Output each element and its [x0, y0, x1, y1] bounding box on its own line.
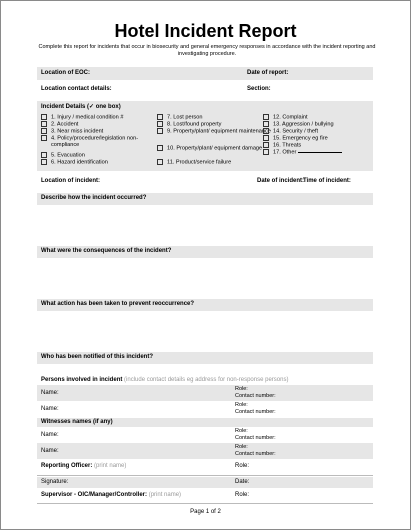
- action-answer-area[interactable]: [37, 311, 373, 352]
- supervisor-hint: (print name): [148, 492, 182, 498]
- intro-text: Complete this report for incidents that occur in biosecurity and general emergency responses in accordance with the incident reporting and investigating procedure.: [38, 44, 376, 57]
- role-label: Role:: [235, 444, 248, 450]
- persons-label: Persons involved in incident (include contact details eg address for non-response persons): [41, 377, 289, 383]
- witness-entry-2[interactable]: [37, 443, 373, 459]
- checkbox-icon[interactable]: [157, 145, 163, 151]
- role-label: Role:: [235, 492, 250, 498]
- role-label: Role:: [235, 402, 248, 408]
- checkbox-item[interactable]: 4. Policy/procedure/legislation non-compliance: [41, 135, 166, 148]
- persons-hint: (include contact details eg address for non-response persons): [124, 377, 289, 383]
- time-incident-label: Time of incident:: [303, 178, 351, 184]
- witnesses-header-row: [37, 418, 373, 427]
- consequences-question-row: [37, 246, 373, 258]
- date-label: Date:: [235, 479, 250, 485]
- checkbox-icon[interactable]: [157, 128, 163, 134]
- signature-row[interactable]: [37, 477, 373, 488]
- page-title: Hotel Incident Report: [114, 21, 297, 41]
- consequences-label: What were the consequences of the incident?: [41, 248, 172, 254]
- name-label: Name:: [41, 406, 59, 412]
- action-question-row: [37, 299, 373, 311]
- location-contact-label: Location contact details:: [41, 86, 112, 92]
- describe-label: Describe how the incident occurred?: [41, 195, 147, 201]
- witnesses-label: Witnesses names (if any): [41, 419, 113, 425]
- contact-label: Contact number:: [235, 393, 276, 399]
- checkbox-icon[interactable]: [157, 121, 163, 127]
- checkbox-icon[interactable]: [263, 121, 269, 127]
- date-incident-label: Date of incident:: [257, 178, 305, 184]
- checkbox-icon[interactable]: [263, 142, 269, 148]
- checkbox-item[interactable]: 7. Lost person: [157, 114, 202, 121]
- checkbox-item[interactable]: 14. Security / theft: [263, 128, 318, 135]
- witness-entry-1[interactable]: [37, 427, 373, 443]
- checkbox-item[interactable]: 2. Accident: [41, 121, 78, 128]
- name-label: Name:: [41, 448, 59, 454]
- section-label: Section:: [247, 86, 271, 92]
- name-label: Name:: [41, 432, 59, 438]
- eoc-row[interactable]: [37, 67, 373, 80]
- signature-label: Signature:: [41, 479, 69, 485]
- location-incident-label: Location of incident:: [41, 178, 100, 184]
- contact-label: Contact number:: [235, 409, 276, 415]
- date-of-report-label: Date of report:: [247, 70, 289, 76]
- divider: [37, 475, 373, 476]
- person-entry-2[interactable]: [37, 401, 373, 417]
- notified-question-row: [37, 352, 373, 364]
- supervisor-label: Supervisor - OIC/Manager/Controller: (print name): [41, 492, 182, 498]
- checkbox-icon[interactable]: [41, 121, 47, 127]
- role-label: Role:: [235, 463, 250, 469]
- checkbox-item[interactable]: 13. Aggression / bullying: [263, 121, 334, 128]
- checkbox-item[interactable]: 8. Lost/found property: [157, 121, 221, 128]
- checkbox-item[interactable]: 5. Evacuation: [41, 152, 85, 159]
- incident-details-section: [37, 101, 373, 171]
- reporting-officer-row[interactable]: [37, 460, 373, 474]
- role-label: Role:: [235, 386, 248, 392]
- checkbox-item[interactable]: 16. Threats: [263, 142, 301, 149]
- name-label: Name:: [41, 390, 59, 396]
- officer-hint: (print name): [94, 463, 127, 469]
- persons-header-row: [37, 376, 373, 385]
- checkbox-icon[interactable]: [41, 128, 47, 134]
- checkbox-item[interactable]: 3. Near miss incident: [41, 128, 103, 135]
- checkbox-item[interactable]: 11. Product/service failure: [157, 159, 231, 166]
- checkbox-item[interactable]: 15. Emergency eg fire: [263, 135, 328, 142]
- checkbox-item-other[interactable]: 17. Other: [263, 149, 342, 156]
- checkbox-icon[interactable]: [41, 159, 47, 165]
- describe-question-row: [37, 193, 373, 205]
- checkbox-icon[interactable]: [41, 152, 47, 158]
- supervisor-row[interactable]: [37, 490, 373, 502]
- checkbox-icon[interactable]: [263, 135, 269, 141]
- notified-answer-area[interactable]: [37, 364, 373, 375]
- location-eoc-label: Location of EOC:: [41, 70, 90, 76]
- checkbox-icon[interactable]: [263, 149, 269, 155]
- contact-label: Contact number:: [235, 435, 276, 441]
- reporting-officer-label: Reporting Officer: (print name): [41, 463, 127, 469]
- role-label: Role:: [235, 428, 248, 434]
- checkbox-icon[interactable]: [157, 114, 163, 120]
- checkbox-icon[interactable]: [157, 159, 163, 165]
- checkbox-icon[interactable]: [263, 128, 269, 134]
- incident-location-row[interactable]: [37, 175, 373, 188]
- other-line[interactable]: [298, 152, 342, 153]
- checkbox-item[interactable]: 9. Property/plant/ equipment maintenance: [157, 128, 272, 135]
- contact-row[interactable]: [37, 83, 373, 96]
- checkbox-icon[interactable]: [41, 114, 47, 120]
- checkbox-icon[interactable]: [41, 135, 47, 141]
- checkbox-item[interactable]: 1. Injury / medical condition #: [41, 114, 123, 121]
- page-number: Page 1 of 2: [190, 509, 221, 515]
- checkbox-icon[interactable]: [263, 114, 269, 120]
- action-label: What action has been taken to prevent reoccurrence?: [41, 301, 195, 307]
- notified-label: Who has been notified of this incident?: [41, 354, 153, 360]
- checkbox-item[interactable]: 6. Hazard identification: [41, 159, 108, 166]
- consequences-answer-area[interactable]: [37, 258, 373, 299]
- contact-label: Contact number:: [235, 451, 276, 457]
- checkbox-item[interactable]: 12. Complaint: [263, 114, 308, 121]
- checkbox-item[interactable]: 10. Property/plant/ equipment damage: [157, 145, 272, 152]
- divider: [37, 503, 373, 504]
- incident-details-label: Incident Details (✓ one box): [41, 104, 121, 110]
- describe-answer-area[interactable]: [37, 205, 373, 246]
- person-entry-1[interactable]: [37, 385, 373, 401]
